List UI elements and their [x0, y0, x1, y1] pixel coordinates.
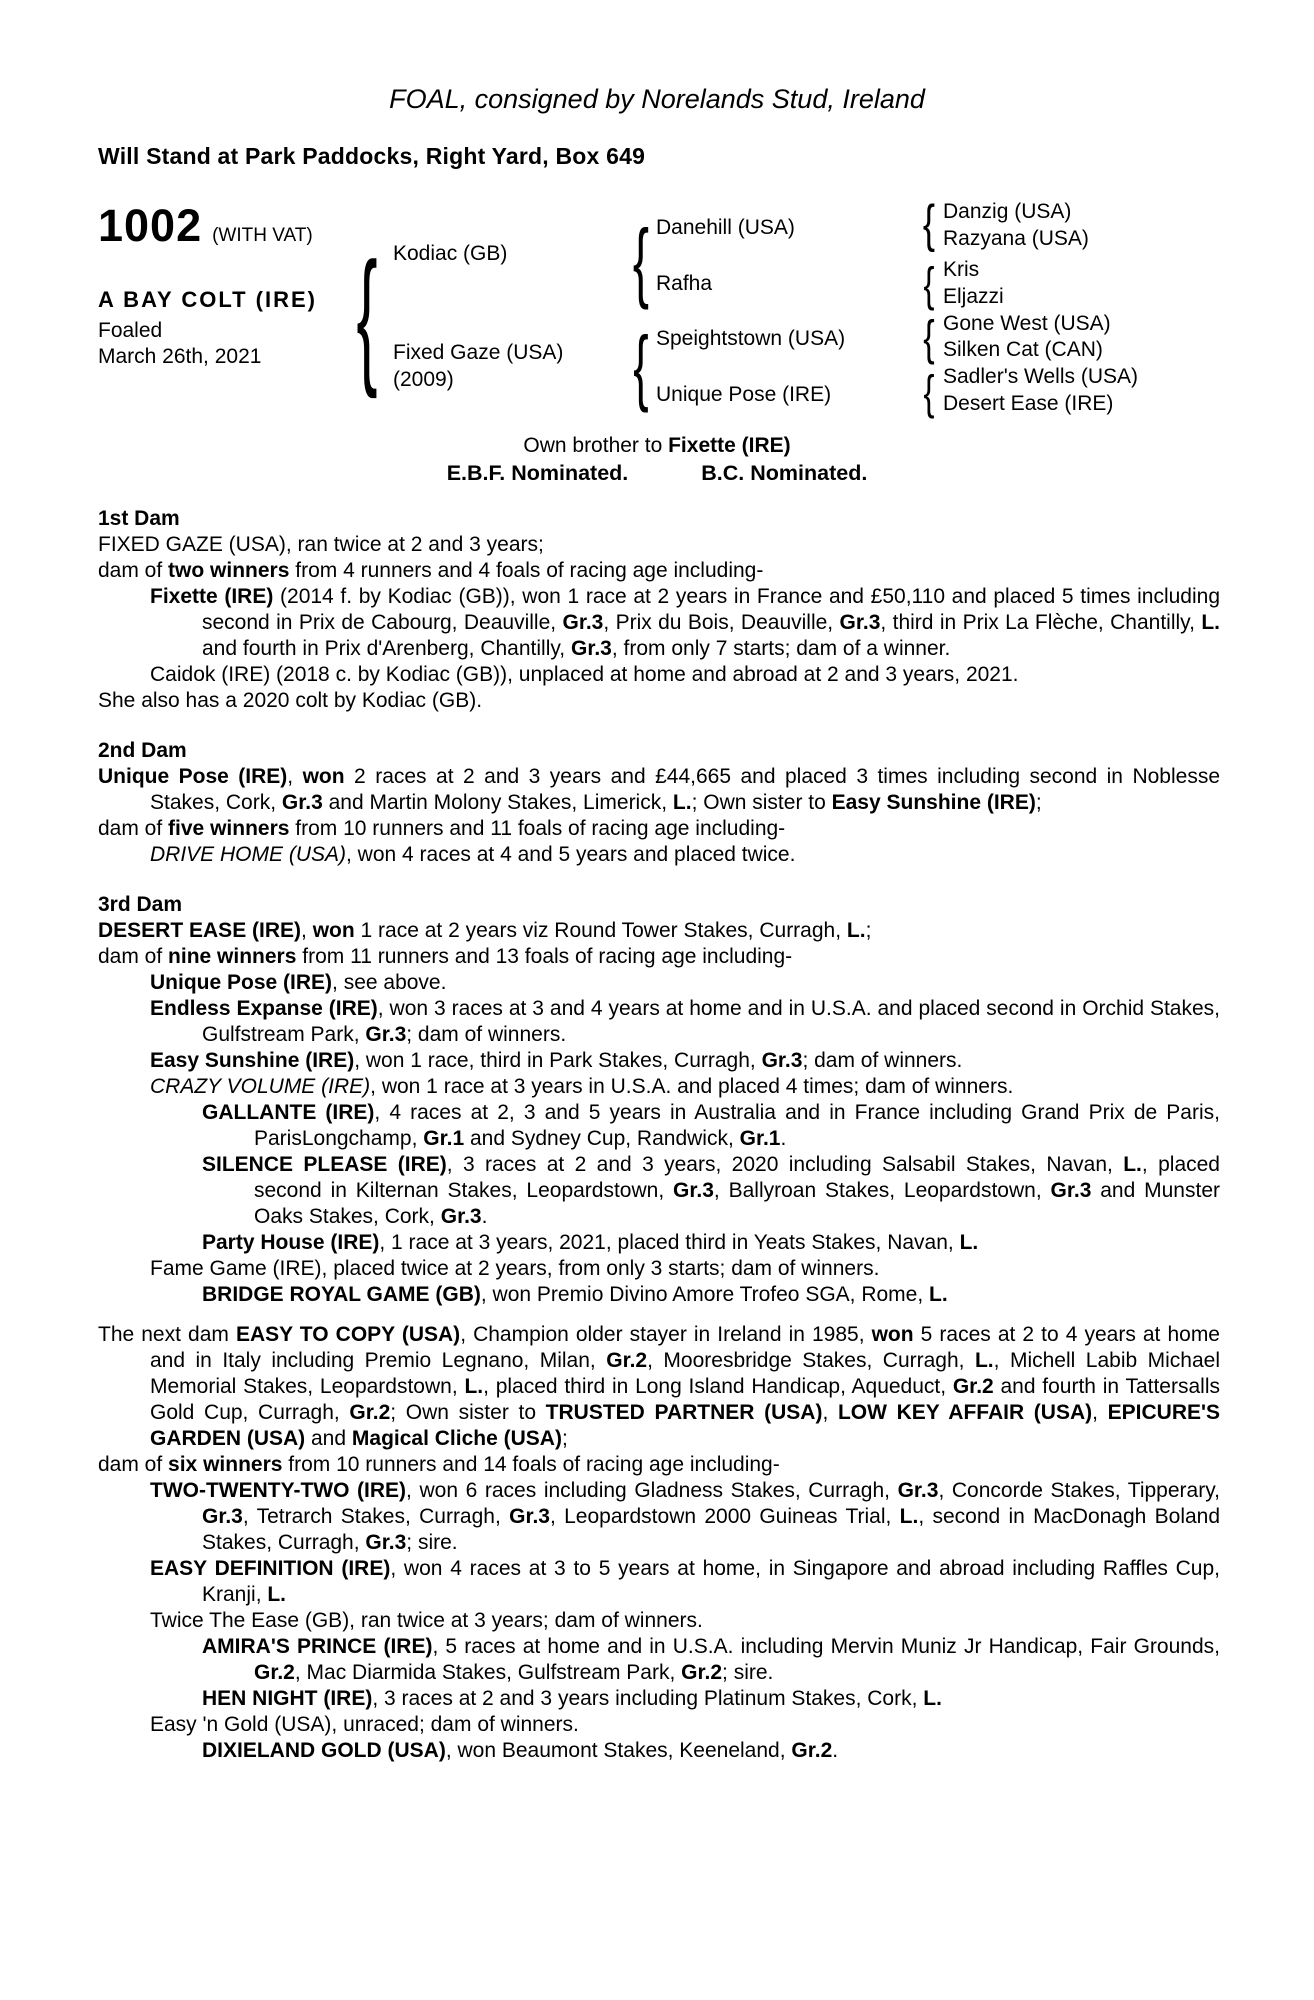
own-brother-line [0, 434, 1314, 458]
pedigree-paragraph: Endless Expanse (IRE), won 3 races at 3 and 4 years at home and in U.S.A. and placed second in Orchid Stakes, Gulfstream Park, Gr.3; dam of winners. [150, 997, 1221, 1046]
pedigree-paragraph: Twice The Ease (GB), ran twice at 3 years; dam of winners. [150, 1609, 703, 1632]
pedigree-brace-dam: { [633, 319, 649, 413]
pedigree-paragraph: BRIDGE ROYAL GAME (GB), won Premio Divino Amore Trofeo SGA, Rome, L. [202, 1283, 948, 1306]
pedigree-dam: Fixed Gaze (USA) [393, 341, 564, 364]
pedigree-brace-sire: { [632, 211, 650, 310]
pedigree-paragraph: Fame Game (IRE), placed twice at 2 years, from only 3 starts; dam of winners. [150, 1257, 880, 1280]
pedigree-paragraph: 1st Dam [98, 507, 180, 530]
pedigree-gen3-name: Sadler's Wells (USA) [943, 365, 1138, 388]
ebf-nominated: E.B.F. Nominated. [446, 461, 629, 485]
bc-nominated: B.C. Nominated. [701, 461, 868, 485]
pedigree-sire: Kodiac (GB) [393, 242, 508, 265]
pedigree-paragraph: dam of six winners from 10 runners and 14 foals of racing age including- [98, 1453, 780, 1476]
pedigree-gen3-name: Razyana (USA) [943, 227, 1089, 250]
pedigree-paragraph: AMIRA'S PRINCE (IRE), 5 races at home and in U.S.A. including Mervin Muniz Jr Handicap, Fair Grounds, Gr.2, Mac Diarmida Stakes, Gulfstream Park, Gr.2; sire. [202, 1635, 1220, 1684]
pedigree-gen3-name: Danzig (USA) [943, 200, 1072, 223]
pedigree-dam-year: (2009) [393, 368, 454, 391]
pedigree-paragraph: Party House (IRE), 1 race at 3 years, 2021, placed third in Yeats Stakes, Navan, L. [202, 1231, 979, 1254]
pedigree-paragraph: FIXED GAZE (USA), ran twice at 2 and 3 years; [98, 533, 544, 556]
lot-row [98, 200, 313, 252]
pedigree-brace-gen3-2: { [923, 257, 935, 311]
pedigree-paragraph: TWO-TWENTY-TWO (IRE), won 6 races including Gladness Stakes, Curragh, Gr.3, Concorde Stakes, Tipperary, Gr.3, Tetrarch Stakes, Curragh, Gr.3, Leopardstown 2000 Guineas Trial, L., second in MacDonagh Boland Stakes, Curragh, Gr.3; sire. [150, 1479, 1221, 1554]
pedigree-gen3-name: Gone West (USA) [943, 312, 1111, 335]
pedigree-paragraph: EASY DEFINITION (IRE), won 4 races at 3 to 5 years at home, in Singapore and abroad including Raffles Cup, Kranji, L. [150, 1557, 1221, 1606]
pedigree-brace-gen3-3: { [923, 311, 935, 366]
pedigree-text [98, 506, 1220, 1764]
pedigree-paragraph: dam of nine winners from 11 runners and 13 foals of racing age including- [98, 945, 793, 968]
pedigree-brace-gen3-1: { [922, 195, 936, 253]
stand-location-line: Will Stand at Park Paddocks, Right Yard, Box 649 [98, 143, 646, 169]
pedigree-gen3-name: Eljazzi [943, 285, 1004, 308]
foaled-label: Foaled [98, 319, 163, 342]
pedigree-gen2-sire-of-dam: Speightstown (USA) [656, 327, 846, 350]
pedigree-gen2-sire-of-sire: Danehill (USA) [656, 216, 795, 239]
nomination-line [0, 461, 1314, 486]
pedigree-paragraph: DRIVE HOME (USA), won 4 races at 4 and 5 years and placed twice. [150, 843, 796, 866]
own-brother-name: Fixette (IRE) [668, 434, 791, 457]
pedigree-paragraph: dam of two winners from 4 runners and 4 foals of racing age including- [98, 559, 764, 582]
pedigree-gen3-name: Kris [943, 258, 980, 281]
foaled-date: March 26th, 2021 [98, 345, 262, 368]
lot-number: 1002 [98, 200, 203, 251]
pedigree-brace-gen3-4: { [923, 365, 935, 419]
pedigree-paragraph: 3rd Dam [98, 893, 183, 916]
pedigree-paragraph: Fixette (IRE) (2014 f. by Kodiac (GB)), won 1 race at 2 years in France and £50,110 and placed 5 times including second in Prix de Cabourg, Deauville, Gr.3, Prix du Bois, Deauville, Gr.3, third in Prix La Flèche, Chantilly, L. and fourth in Prix d'Arenberg, Chantilly, Gr.3, from only 7 starts; dam of a winner. [150, 585, 1221, 660]
pedigree-paragraph: 2nd Dam [98, 739, 187, 762]
pedigree-gen3-name: Silken Cat (CAN) [943, 338, 1103, 361]
pedigree-paragraph: Unique Pose (IRE), won 2 races at 2 and 3 years and £44,665 and placed 3 times including second in Noblesse Stakes, Cork, Gr.3 and Martin Molony Stakes, Limerick, L.; Own sister to Easy Sunshine (IRE); [98, 765, 1220, 814]
pedigree-paragraph: Easy Sunshine (IRE), won 1 race, third in Park Stakes, Curragh, Gr.3; dam of winners. [150, 1049, 963, 1072]
pedigree-paragraph: Easy 'n Gold (USA), unraced; dam of winners. [150, 1713, 579, 1736]
pedigree-paragraph: She also has a 2020 colt by Kodiac (GB). [98, 689, 483, 712]
pedigree-paragraph: HEN NIGHT (IRE), 3 races at 2 and 3 years including Platinum Stakes, Cork, L. [202, 1687, 942, 1710]
pedigree-paragraph: GALLANTE (IRE), 4 races at 2, 3 and 5 years in Australia and in France including Grand Prix de Paris, ParisLongchamp, Gr.1 and Sydney Cup, Randwick, Gr.1. [202, 1101, 1220, 1150]
pedigree-paragraph: dam of five winners from 10 runners and 11 foals of racing age including- [98, 817, 786, 840]
pedigree-brace-gen1: { [356, 231, 378, 399]
consignor-header: FOAL, consigned by Norelands Stud, Ireland [389, 84, 925, 114]
pedigree-paragraph: The next dam EASY TO COPY (USA), Champion older stayer in Ireland in 1985, won 5 races at 2 to 4 years at home and in Italy including Premio Legnano, Milan, Gr.2, Mooresbridge Stakes, Curragh, L., Michell Labib Michael Memorial Stakes, Leopardstown, L., placed third in Long Island Handicap, Aqueduct, Gr.2 and fourth in Tattersalls Gold Cup, Curragh, Gr.2; Own sister to TRUSTED PARTNER (USA), LOW KEY AFFAIR (USA), EPICURE'S GARDEN (USA) and Magical Cliche (USA); [98, 1323, 1221, 1450]
pedigree-gen2-dam-of-sire: Rafha [656, 272, 713, 295]
pedigree-paragraph: CRAZY VOLUME (IRE), won 1 race at 3 years in U.S.A. and placed 4 times; dam of winners. [150, 1075, 1014, 1098]
pedigree-paragraph: SILENCE PLEASE (IRE), 3 races at 2 and 3 years, 2020 including Salsabil Stakes, Navan, L., placed second in Kilternan Stakes, Leopardstown, Gr.3, Ballyroan Stakes, Leopardstown, Gr.3 and Munster Oaks Stakes, Cork, Gr.3. [202, 1153, 1220, 1228]
pedigree-paragraph: DIXIELAND GOLD (USA), won Beaumont Stakes, Keeneland, Gr.2. [202, 1739, 839, 1762]
lot-vat-note: (WITH VAT) [212, 225, 313, 246]
pedigree-paragraph: Unique Pose (IRE), see above. [150, 971, 447, 994]
horse-name: A BAY COLT (IRE) [98, 287, 318, 312]
own-brother-prefix: Own brother to [523, 434, 669, 457]
pedigree-paragraph: Caidok (IRE) (2018 c. by Kodiac (GB)), unplaced at home and abroad at 2 and 3 years, 2021. [150, 663, 1019, 686]
pedigree-gen3-name: Desert Ease (IRE) [943, 392, 1114, 415]
pedigree-paragraph: DESERT EASE (IRE), won 1 race at 2 years viz Round Tower Stakes, Curragh, L.; [98, 919, 872, 942]
pedigree-gen2-dam-of-dam: Unique Pose (IRE) [656, 383, 832, 406]
